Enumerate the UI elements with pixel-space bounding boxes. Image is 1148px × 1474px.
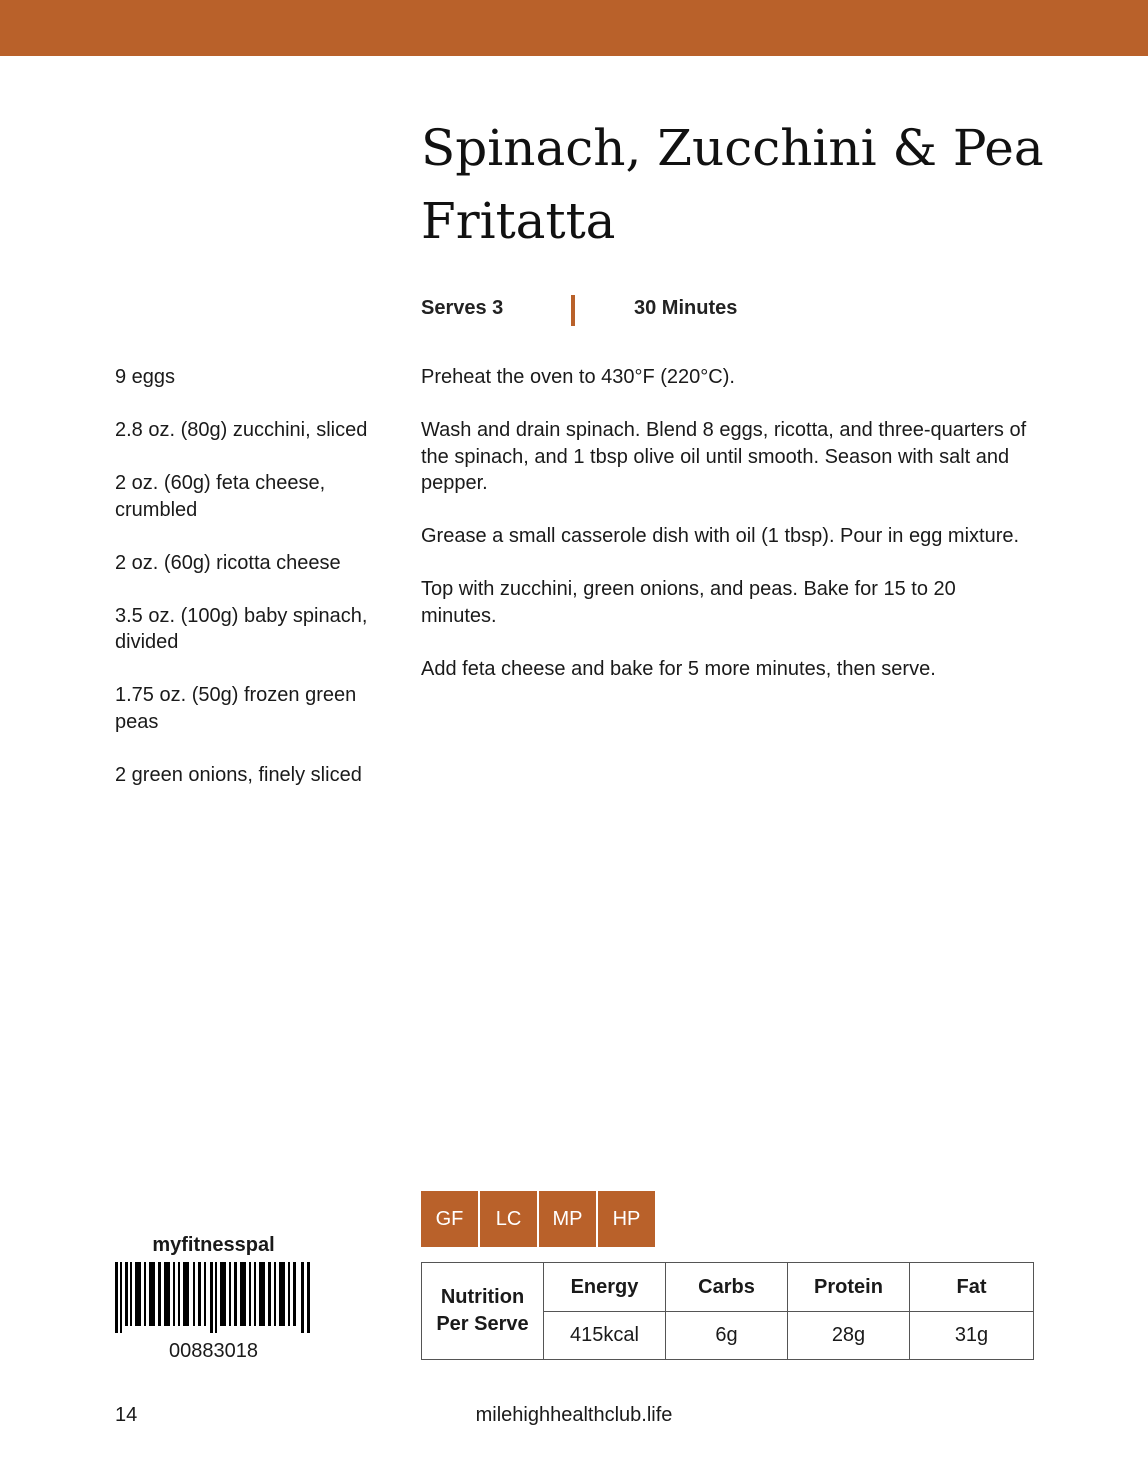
- nutrition-label-line: Nutrition: [440, 1286, 525, 1308]
- nutrition-fat-value: 31g: [910, 1312, 1034, 1360]
- diet-tag: LC: [480, 1191, 537, 1247]
- ingredient-item: 2.8 oz. (80g) zucchini, sliced: [115, 419, 368, 441]
- ingredient-item: 3.5 oz. (100g) baby spinach, divided: [115, 604, 368, 653]
- ingredient-item: 1.75 oz. (50g) frozen green peas: [115, 684, 357, 733]
- method-step: Top with zucchini, green onions, and peas. Bake for 15 to 20 minutes.: [421, 578, 956, 627]
- diet-tag: HP: [598, 1191, 655, 1247]
- nutrition-table: [421, 1262, 1034, 1360]
- nutrition-header-row: [422, 1263, 1034, 1312]
- ingredients-list: [115, 364, 405, 815]
- method-step: Grease a small casserole dish with oil (1 tbsp). Pour in egg mixture.: [421, 525, 1020, 547]
- ingredient-item: 2 green onions, finely sliced: [115, 763, 362, 786]
- diet-tag: MP: [539, 1191, 596, 1247]
- method-steps: [421, 364, 1036, 709]
- barcode-brand: myfitnesspal: [152, 1234, 275, 1256]
- ingredient-item: 2 oz. (60g) ricotta cheese: [115, 551, 341, 574]
- nutrition-col-carbs: Carbs: [666, 1263, 788, 1312]
- nutrition-col-fat: Fat: [910, 1263, 1034, 1312]
- barcode-number: 00883018: [169, 1340, 258, 1362]
- serves-label: Serves 3: [421, 297, 504, 319]
- time-label: 30 Minutes: [634, 297, 738, 319]
- top-accent-bar: [0, 0, 1148, 56]
- diet-tag: GF: [421, 1191, 478, 1247]
- nutrition-per-serve-label: [422, 1263, 544, 1360]
- page-number: 14: [115, 1404, 138, 1426]
- nutrition-col-energy: Energy: [544, 1263, 666, 1312]
- ingredient-item: 2 oz. (60g) feta cheese, crumbled: [115, 472, 326, 521]
- nutrition-energy-value: 415kcal: [544, 1312, 666, 1360]
- nutrition-carbs-value: 6g: [666, 1312, 788, 1360]
- ingredient-item: 9 eggs: [115, 366, 176, 388]
- footer-url[interactable]: milehighhealthclub.life: [475, 1404, 673, 1426]
- method-step: Preheat the oven to 430°F (220°C).: [421, 366, 735, 388]
- meta-separator: [571, 295, 575, 326]
- recipe-title: Spinach, Zucchini & Pea Fritatta: [421, 119, 1044, 250]
- nutrition-label-line: Per Serve: [436, 1313, 529, 1335]
- method-step: Add feta cheese and bake for 5 more minutes, then serve.: [421, 657, 936, 680]
- barcode-icon: [115, 1262, 312, 1333]
- method-step: Wash and drain spinach. Blend 8 eggs, ricotta, and three-quarters of the spinach, and 1 tbsp olive oil until smooth. Season with salt and pepper.: [421, 419, 1027, 494]
- nutrition-protein-value: 28g: [788, 1312, 910, 1360]
- diet-tags: [421, 1191, 657, 1247]
- nutrition-col-protein: Protein: [788, 1263, 910, 1312]
